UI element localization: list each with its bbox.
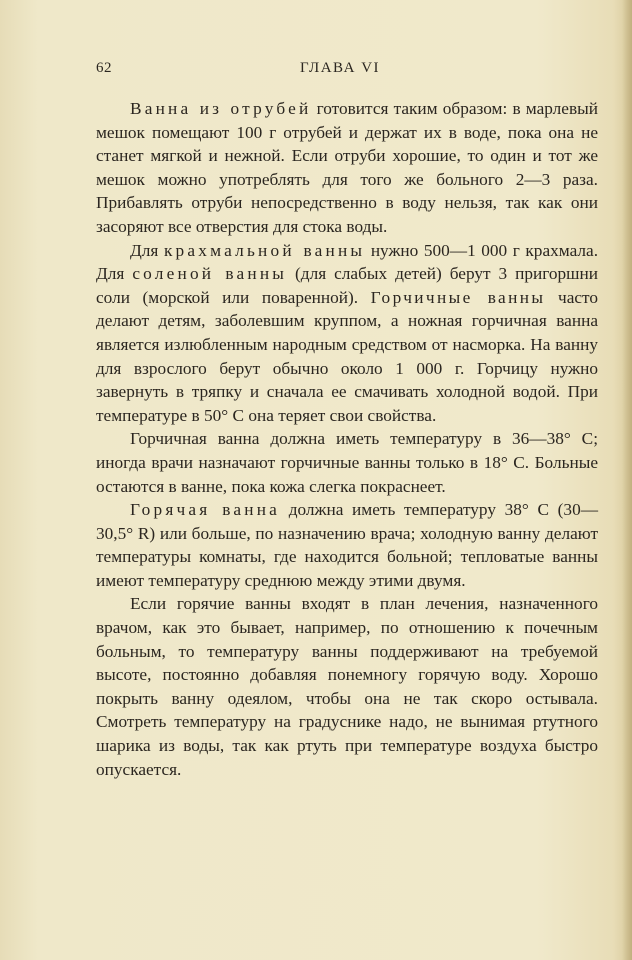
- term-hot-bath: Горячая ванна: [130, 500, 281, 520]
- term-bran-bath: Ванна из отрубей: [130, 99, 312, 118]
- term-salt-bath: соленой ванны: [132, 264, 288, 284]
- page-edge-shadow: [622, 0, 632, 960]
- page-header: [96, 60, 526, 84]
- paragraph-hot-bath: [96, 498, 598, 592]
- body-text: [96, 97, 598, 781]
- term-mustard-bath: Горчичные ванны: [370, 287, 546, 307]
- paragraph-text: должна иметь температуру 38° С (30—30,5° R) или больше, по назначению врача; холодную ванну делают температуры комнаты, где находится больной; тепловатые ванны имеют температуру среднюю между этими двумя.: [96, 500, 598, 590]
- paragraph-text: часто делают детям, заболевшим круппом, а ножная горчичная ванна является излюбленным народным средством от насморка. На ванну для взрослого берут обычно около 1 000 г. Горчицу нужно завернуть в тряпку и сначала ее смачивать холодной водой. При температуре в 50° С она теряет свои свойства.: [96, 287, 599, 425]
- chapter-title: ГЛАВА VI: [300, 60, 381, 76]
- paragraph-hot-bath-treatment: Если горячие ванны входят в план лечения, назначенного врачом, как это бывает, например, по отношению к почечным больным, то температуру ванны поддерживают на требуемой высоте, постоянно добавляя понемногу горячую воду. Хорошо покрыть ванну одеялом, чтобы она не так скоро остывала. Смотреть температуру на градуснике надо, не вынимая ртутного шарика из воды, так как ртуть при температуре воздуха быстро опускается.: [96, 594, 598, 779]
- paragraph-text: нужно 500—1 000 г крахмала. Для: [96, 240, 599, 284]
- paragraph-bran-bath: [96, 97, 598, 239]
- paragraph-starch-salt-mustard: [96, 239, 598, 428]
- paragraph-mustard-temperature: Горчичная ванна должна иметь температуру в 36—38° С; иногда врачи назначают горчичные ванны только в 18° С. Больные остаются в ванне, пока кожа слегка покраснеет.: [96, 429, 598, 496]
- term-starch-bath: крахмальной ванны: [163, 240, 366, 260]
- page-number: 62: [96, 60, 112, 76]
- paragraph-text: (для слабых детей) берут 3 пригоршни соли (морской или поваренной).: [96, 264, 598, 307]
- paragraph-text: Для: [130, 240, 164, 260]
- paragraph-text: готовится таким образом: в марлевый мешок помещают 100 г отрубей и держат их в воде, пока она не станет мягкой и нежной. Если отруби хорошие, то один и тот же мешок можно употреблять для того же больного 2—3 раза. Прибавлять отруби непосредственно в воду нельзя, так как они засоряют все отверстия для стока воды.: [96, 99, 598, 236]
